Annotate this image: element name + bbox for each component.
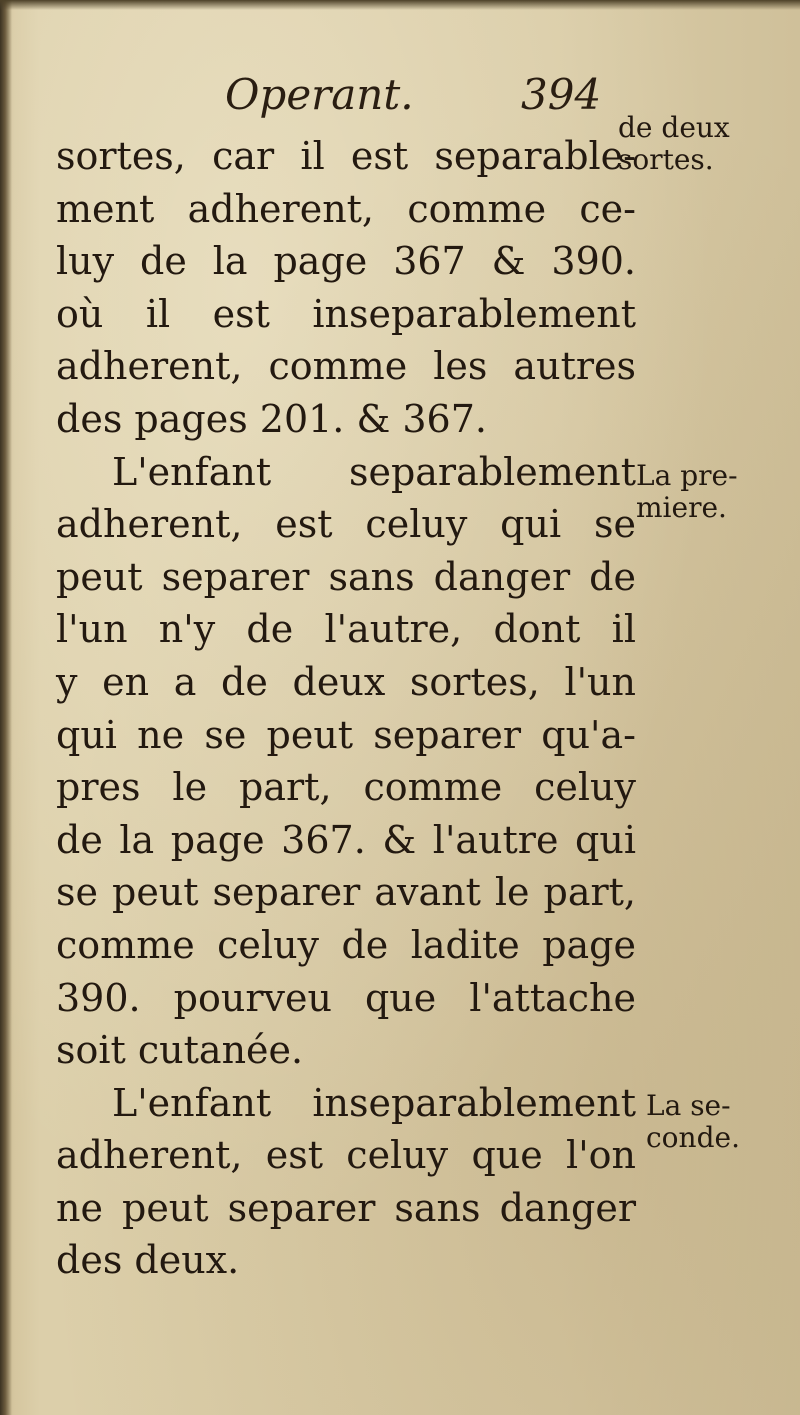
book-spine-shadow bbox=[0, 0, 12, 1415]
marginal-note-line: La pre- bbox=[636, 459, 738, 492]
running-head: Operant. bbox=[225, 70, 414, 119]
text-line: où il est inseparablement bbox=[56, 291, 636, 336]
marginal-note-la-seconde bbox=[646, 1090, 796, 1154]
text-line: ne peut separer sans danger bbox=[56, 1185, 636, 1230]
text-line: ment adherent, comme ce- bbox=[56, 186, 636, 231]
text-line: l'un n'y de l'autre, dont il bbox=[56, 607, 636, 652]
marginal-note-de-deux-sortes bbox=[618, 112, 768, 176]
page-header bbox=[225, 70, 605, 130]
text-line: 390. pourveu que l'attache bbox=[56, 975, 636, 1020]
text-line: adherent, est celuy qui se bbox=[56, 502, 636, 547]
text-line: des deux. bbox=[56, 1238, 240, 1283]
text-line: adherent, est celuy que l'on bbox=[56, 1133, 636, 1178]
text-line: L'enfant separablement bbox=[112, 449, 636, 494]
marginal-note-line: conde. bbox=[646, 1121, 740, 1154]
text-line: luy de la page 367 & 390. bbox=[56, 239, 636, 284]
text-line: de la page 367. & l'autre qui bbox=[56, 817, 636, 862]
text-line: qui ne se peut separer qu'a- bbox=[56, 712, 636, 757]
marginal-note-line: La se- bbox=[646, 1089, 731, 1122]
text-line: sortes, car il est separable- bbox=[56, 134, 636, 178]
text-line: peut separer sans danger de bbox=[56, 554, 636, 599]
top-edge-shadow bbox=[0, 0, 800, 10]
marginal-note-line: miere. bbox=[636, 491, 727, 524]
text-line: y en a de deux sortes, l'un bbox=[56, 659, 636, 704]
text-line: soit cutanée. bbox=[56, 1028, 304, 1073]
text-line: des pages 201. & 367. bbox=[56, 396, 487, 441]
text-line: adherent, comme les autres bbox=[56, 344, 636, 389]
marginal-note-la-premiere bbox=[636, 460, 786, 524]
text-line: se peut separer avant le part, bbox=[56, 870, 636, 915]
body-text bbox=[56, 130, 636, 1287]
marginal-note-line: sortes. bbox=[618, 143, 714, 176]
text-line: pres le part, comme celuy bbox=[56, 765, 636, 810]
text-line: comme celuy de ladite page bbox=[56, 922, 636, 967]
page-number: 394 bbox=[521, 70, 602, 119]
text-line: L'enfant inseparablement bbox=[112, 1080, 636, 1125]
marginal-note-line: de deux bbox=[618, 111, 730, 144]
